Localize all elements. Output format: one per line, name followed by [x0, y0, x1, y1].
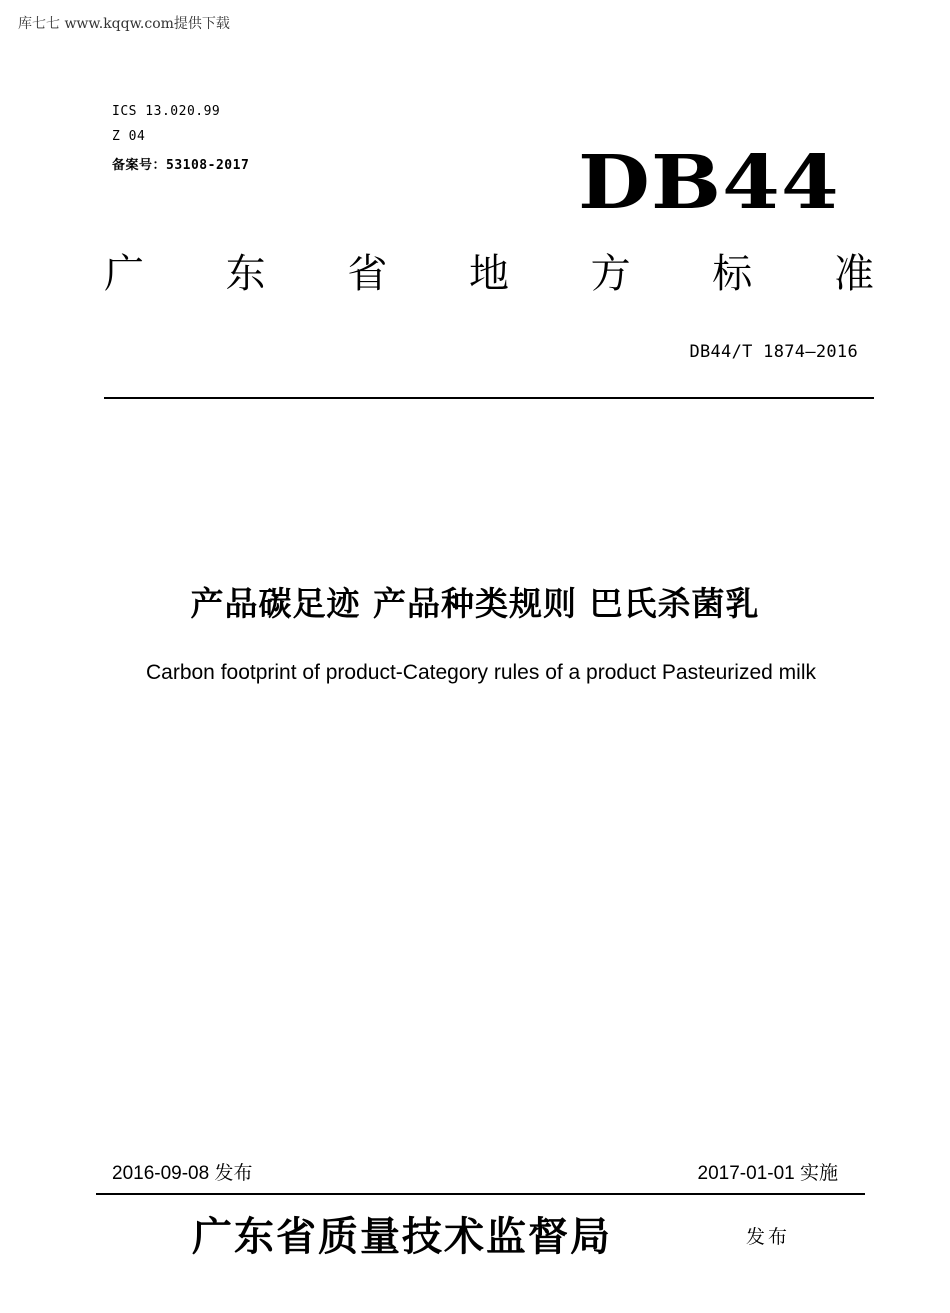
title-chinese: 产品碳足迹 产品种类规则 巴氏杀菌乳: [190, 584, 760, 623]
publish-date: 2016-09-08 发布: [112, 1163, 253, 1184]
bottom-divider: [96, 1193, 865, 1195]
standard-type-char: 东: [225, 251, 266, 297]
standard-number: DB44/T 1874—2016: [689, 342, 858, 362]
registration-number: 备案号：53108-2017: [112, 158, 250, 173]
implement-date: 2017-01-01 实施: [697, 1163, 838, 1184]
standard-type-heading: [104, 250, 874, 298]
standard-type-char: 地: [468, 251, 509, 297]
standard-type-char: 省: [347, 251, 388, 297]
standard-type-char: 标: [712, 251, 753, 297]
standard-type-char: 广: [104, 251, 144, 297]
top-divider: [104, 397, 874, 399]
category-code: Z 04: [112, 129, 146, 144]
standard-type-char: 方: [590, 251, 631, 297]
ics-code: ICS 13.020.99: [112, 104, 221, 119]
standard-type-char: 准: [833, 251, 874, 297]
issuer-suffix: 发布: [746, 1226, 791, 1248]
issuing-authority: 广东省质量技术监督局: [192, 1213, 612, 1260]
title-english: Carbon footprint of product-Category rules of a product Pasteurized milk: [145, 661, 816, 684]
standard-code-logo: DB44: [578, 140, 840, 226]
watermark-text: 库七七 www.kqqw.com提供下载: [18, 16, 230, 32]
